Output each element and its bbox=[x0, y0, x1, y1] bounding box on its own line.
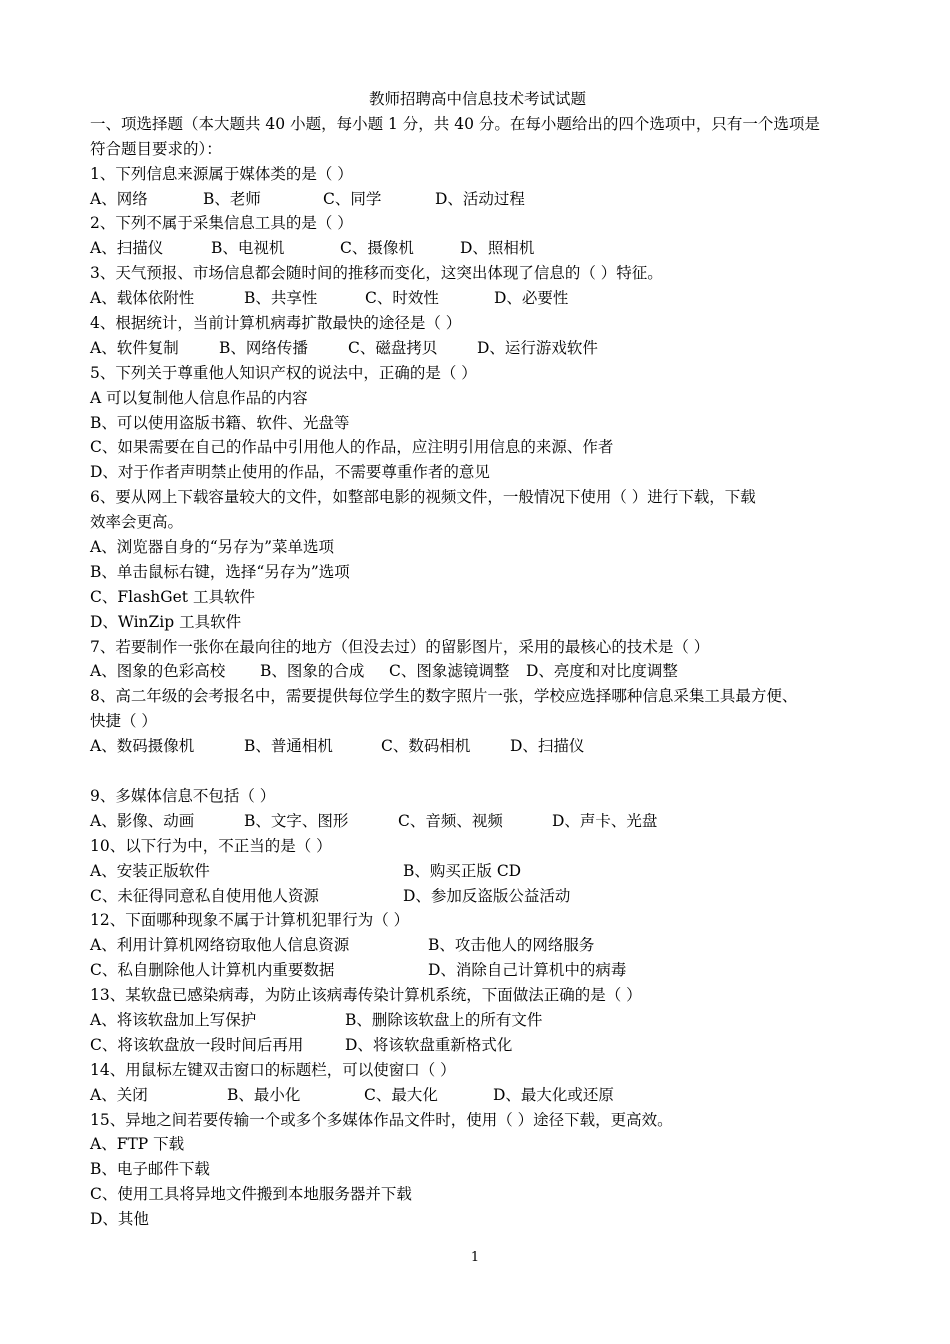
option: B、老师 bbox=[203, 189, 261, 208]
option: A、将该软盘加上写保护 bbox=[90, 1010, 257, 1029]
section-heading-line-1: 一、项选择题（本大题共 40 小题，每小题 1 分，共 40 分。在每小题给出的四个选项中，只有一个选项是 bbox=[90, 114, 820, 133]
option: D、运行游戏软件 bbox=[477, 338, 598, 357]
option: D、最大化或还原 bbox=[493, 1085, 614, 1104]
option: C、数码相机 bbox=[381, 737, 471, 756]
options-row bbox=[90, 1033, 865, 1058]
option: B、共享性 bbox=[244, 289, 318, 308]
option: A、载体依附性 bbox=[90, 289, 195, 308]
option: A、关闭 bbox=[90, 1085, 148, 1104]
option: A、影像、动画 bbox=[90, 811, 195, 830]
document-body bbox=[90, 87, 865, 1232]
option: C、FlashGet 工具软件 bbox=[90, 587, 255, 606]
option: D、扫描仪 bbox=[510, 737, 585, 756]
option: B、最小化 bbox=[227, 1085, 301, 1104]
options-row bbox=[90, 859, 865, 884]
question-10: 10、以下行为中，不正当的是（ ） bbox=[90, 836, 332, 855]
option: D、声卡、光盘 bbox=[552, 811, 658, 830]
option: A、浏览器自身的“另存为”菜单选项 bbox=[90, 538, 335, 557]
question-13: 13、某软盘已感染病毒，为防止该病毒传染计算机系统，下面做法正确的是（ ） bbox=[90, 986, 642, 1005]
option: B、普通相机 bbox=[244, 737, 333, 756]
option: D、WinZip 工具软件 bbox=[90, 612, 242, 631]
page-number: 1 bbox=[470, 1250, 480, 1265]
question-15: 15、异地之间若要传输一个或多个多媒体作品文件时，使用（ ）途径下载，更高效。 bbox=[90, 1110, 673, 1129]
option: C、最大化 bbox=[364, 1085, 438, 1104]
section-heading-line-2: 符合题目要求的）： bbox=[90, 139, 222, 158]
option: C、私自删除他人计算机内重要数据 bbox=[90, 961, 335, 980]
option: D、对于作者声明禁止使用的作品，不需要尊重作者的意见 bbox=[90, 463, 490, 482]
option: C、使用工具将异地文件搬到本地服务器并下载 bbox=[90, 1185, 412, 1204]
option: B、文字、图形 bbox=[244, 811, 349, 830]
options-row bbox=[90, 659, 865, 684]
option: A 可以复制他人信息作品的内容 bbox=[90, 388, 308, 407]
option: B、电子邮件下载 bbox=[90, 1160, 210, 1179]
option: D、照相机 bbox=[460, 239, 535, 258]
document-title: 教师招聘高中信息技术考试试题 bbox=[368, 90, 586, 108]
option: D、亮度和对比度调整 bbox=[526, 662, 678, 681]
question-5: 5、下列关于尊重他人知识产权的说法中，正确的是（ ） bbox=[90, 363, 477, 382]
option: C、未征得同意私自使用他人资源 bbox=[90, 886, 319, 905]
option: B、删除该软盘上的所有文件 bbox=[345, 1010, 543, 1029]
option: C、音频、视频 bbox=[398, 811, 503, 830]
question-6-continued: 效率会更高。 bbox=[90, 513, 184, 532]
option: B、电视机 bbox=[211, 239, 285, 258]
option: A、利用计算机网络窃取他人信息资源 bbox=[90, 936, 350, 955]
option: C、摄像机 bbox=[340, 239, 414, 258]
question-4: 4、根据统计，当前计算机病毒扩散最快的途径是（ ） bbox=[90, 314, 462, 333]
question-6: 6、要从网上下载容量较大的文件，如整部电影的视频文件，一般情况下使用（ ）进行下载，下载 bbox=[90, 488, 756, 507]
option: B、图象的合成 bbox=[260, 662, 365, 681]
option: C、图象滤镜调整 bbox=[389, 662, 510, 681]
option: B、可以使用盗版书籍、软件、光盘等 bbox=[90, 413, 350, 432]
option: C、时效性 bbox=[365, 289, 439, 308]
option: A、FTP 下载 bbox=[90, 1135, 185, 1154]
question-12: 12、下面哪种现象不属于计算机犯罪行为（ ） bbox=[90, 911, 410, 930]
option: A、扫描仪 bbox=[90, 239, 164, 258]
question-7: 7、若要制作一张你在最向往的地方（但没去过）的留影图片，采用的最核心的技术是（ ） bbox=[90, 637, 710, 656]
options-row bbox=[90, 734, 865, 759]
question-14: 14、用鼠标左键双击窗口的标题栏，可以使窗口（ ） bbox=[90, 1060, 456, 1079]
option: D、必要性 bbox=[494, 289, 569, 308]
options-row bbox=[90, 884, 865, 909]
question-3: 3、天气预报、市场信息都会随时间的推移而变化，这突出体现了信息的（ ）特征。 bbox=[90, 264, 663, 283]
option: D、参加反盗版公益活动 bbox=[403, 886, 571, 905]
option: A、数码摄像机 bbox=[90, 737, 195, 756]
option: B、攻击他人的网络服务 bbox=[428, 936, 595, 955]
question-8: 8、高二年级的会考报名中，需要提供每位学生的数字照片一张，学校应选择哪种信息采集工具最方便、 bbox=[90, 687, 798, 706]
options-row bbox=[90, 933, 865, 958]
question-8-continued: 快捷（ ） bbox=[90, 712, 157, 731]
option: C、同学 bbox=[323, 189, 382, 208]
option: C、将该软盘放一段时间后再用 bbox=[90, 1035, 304, 1054]
options-row bbox=[90, 336, 865, 361]
options-row bbox=[90, 236, 865, 261]
options-row bbox=[90, 809, 865, 834]
option: A、图象的色彩高校 bbox=[90, 662, 226, 681]
option: B、网络传播 bbox=[219, 338, 308, 357]
option: D、其他 bbox=[90, 1210, 149, 1229]
options-row bbox=[90, 187, 865, 212]
option: A、软件复制 bbox=[90, 338, 179, 357]
options-row bbox=[90, 286, 865, 311]
question-1: 1、下列信息来源属于媒体类的是（ ） bbox=[90, 164, 353, 183]
options-row bbox=[90, 1008, 865, 1033]
question-2: 2、下列不属于采集信息工具的是（ ） bbox=[90, 214, 353, 233]
option: A、网络 bbox=[90, 189, 148, 208]
option: D、活动过程 bbox=[435, 189, 525, 208]
option: B、单击鼠标右键，选择“另存为”选项 bbox=[90, 562, 350, 581]
blank-line bbox=[90, 759, 865, 784]
option: C、磁盘拷贝 bbox=[348, 338, 438, 357]
option: D、消除自己计算机中的病毒 bbox=[428, 961, 627, 980]
options-row bbox=[90, 1083, 865, 1108]
option: B、购买正版 CD bbox=[403, 861, 522, 880]
option: D、将该软盘重新格式化 bbox=[345, 1035, 513, 1054]
question-9: 9、多媒体信息不包括（ ） bbox=[90, 786, 276, 805]
option: A、安装正版软件 bbox=[90, 861, 210, 880]
option: C、如果需要在自己的作品中引用他人的作品，应注明引用信息的来源、作者 bbox=[90, 438, 614, 457]
options-row bbox=[90, 958, 865, 983]
